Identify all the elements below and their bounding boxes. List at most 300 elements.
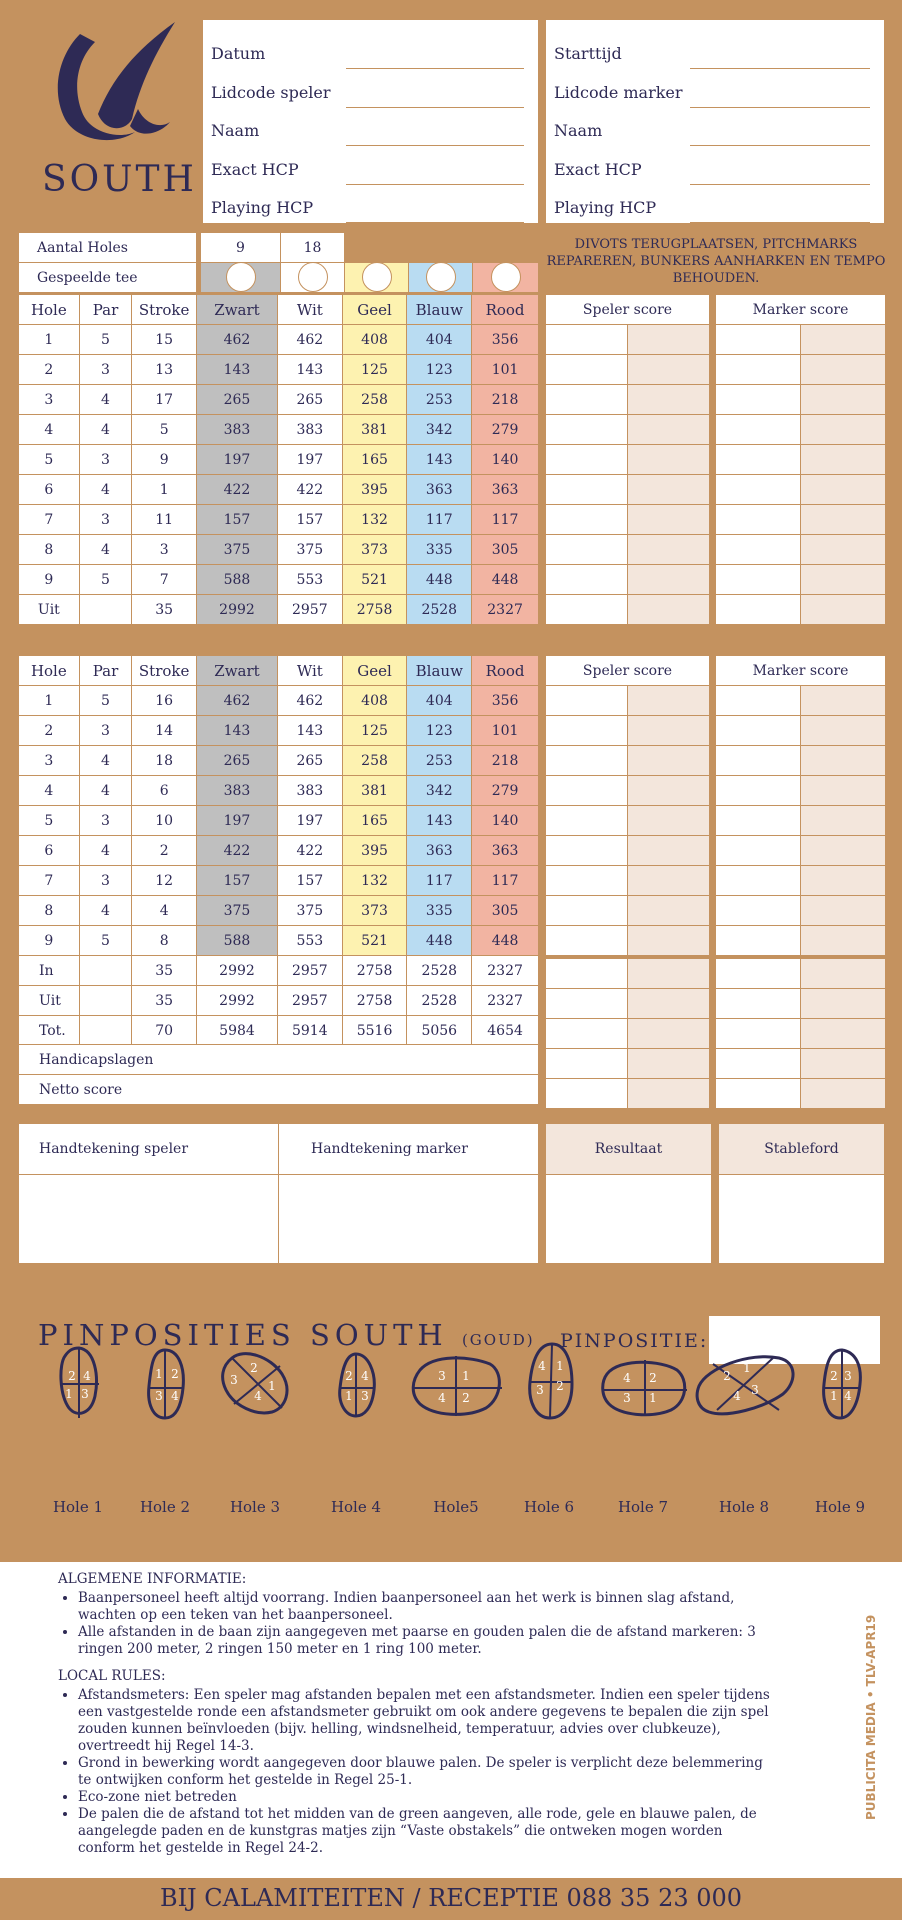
- score-input-cell[interactable]: [801, 896, 886, 926]
- table-cell: 13: [132, 355, 197, 385]
- player-field-4[interactable]: [211, 186, 524, 224]
- info-item: • Baanpersoneel heeft altijd voorrang. Indien baanpersoneel aan het werk is binnen slag afstand, wachten op een teken van het baanpersoneel.: [78, 1590, 778, 1624]
- table-cell: 6: [19, 475, 80, 505]
- marker-field-line[interactable]: [690, 145, 870, 146]
- table-cell: 2528: [407, 956, 472, 986]
- table-cell: 265: [277, 746, 342, 776]
- table-row: [19, 535, 539, 565]
- player-field-1[interactable]: [211, 71, 524, 109]
- score-input-cell[interactable]: [546, 475, 628, 505]
- table-cell: 7: [132, 565, 197, 595]
- score-input-cell[interactable]: [546, 926, 628, 958]
- score-input-cell[interactable]: [716, 1079, 801, 1109]
- table-cell: 218: [472, 385, 539, 415]
- score-input-cell[interactable]: [801, 776, 886, 806]
- marker-field-label: Playing HCP: [554, 198, 657, 217]
- score-input-cell[interactable]: [628, 535, 710, 565]
- score-input-cell[interactable]: [801, 475, 886, 505]
- score-input-cell[interactable]: [628, 505, 710, 535]
- tee-zwart[interactable]: [201, 263, 281, 293]
- table-cell: 448: [407, 926, 472, 956]
- score-row: [546, 475, 886, 505]
- score-input-cell[interactable]: [716, 475, 801, 505]
- score-input-cell[interactable]: [716, 415, 801, 445]
- score-input-cell[interactable]: [546, 806, 628, 836]
- score-input-cell[interactable]: [716, 989, 801, 1019]
- player-field-line[interactable]: [346, 145, 524, 146]
- table-cell: 342: [407, 776, 472, 806]
- table-cell: 2: [19, 716, 80, 746]
- score-input-cell[interactable]: [628, 355, 710, 385]
- pin-number: 1: [649, 1391, 657, 1405]
- back_nine-header-par: Par: [79, 656, 132, 686]
- score-input-cell[interactable]: [801, 415, 886, 445]
- score-input-cell[interactable]: [628, 926, 710, 958]
- table-cell: 9: [132, 445, 197, 475]
- table-cell: 375: [277, 535, 342, 565]
- table-cell: 265: [277, 385, 342, 415]
- result-field[interactable]: [546, 1175, 712, 1264]
- score-input-cell[interactable]: [546, 957, 628, 989]
- score-input-cell[interactable]: [716, 926, 801, 958]
- score-input-cell[interactable]: [801, 1049, 886, 1079]
- holes-option-18[interactable]: 18: [281, 233, 345, 263]
- score-input-cell[interactable]: [628, 836, 710, 866]
- table-cell: 35: [132, 986, 197, 1016]
- table-cell: 5: [79, 325, 132, 355]
- score-input-cell[interactable]: [716, 1019, 801, 1049]
- marker-field-2[interactable]: [554, 109, 870, 147]
- score-input-cell[interactable]: [801, 926, 886, 958]
- score-input-cell[interactable]: [546, 989, 628, 1019]
- back_nine-header-zwart: Zwart: [197, 656, 278, 686]
- table-cell: 4: [79, 535, 132, 565]
- table-cell: 4: [79, 776, 132, 806]
- back_nine-header-geel: Geel: [342, 656, 407, 686]
- score-input-cell[interactable]: [546, 505, 628, 535]
- marker-field-label: Starttijd: [554, 44, 622, 63]
- score-input-cell[interactable]: [546, 595, 628, 625]
- pin-number: 1: [155, 1367, 163, 1381]
- table-cell: 422: [277, 836, 342, 866]
- score-input-cell[interactable]: [716, 806, 801, 836]
- score-input-cell[interactable]: [716, 1049, 801, 1079]
- stableford-label: Stableford: [719, 1124, 885, 1175]
- pin-number: 2: [556, 1379, 564, 1393]
- score-input-cell[interactable]: [546, 776, 628, 806]
- table-cell: 373: [342, 535, 407, 565]
- table-cell: 197: [197, 806, 278, 836]
- table-cell: 356: [472, 686, 539, 716]
- score-input-cell[interactable]: [628, 415, 710, 445]
- table-cell: 197: [277, 806, 342, 836]
- score-input-cell[interactable]: [801, 746, 886, 776]
- score-input-cell[interactable]: [716, 957, 801, 989]
- green-label: Hole 3: [229, 1498, 281, 1516]
- score-input-cell[interactable]: [628, 445, 710, 475]
- table-cell: 6: [132, 776, 197, 806]
- score-input-cell[interactable]: [546, 415, 628, 445]
- table-cell: 7: [19, 866, 80, 896]
- marker-field-3[interactable]: [554, 148, 870, 186]
- pin-number: 1: [830, 1389, 838, 1403]
- table-cell: 2528: [407, 595, 472, 625]
- score-input-cell[interactable]: [716, 505, 801, 535]
- table-cell: 279: [472, 776, 539, 806]
- score-input-cell[interactable]: [801, 565, 886, 595]
- table-row: [19, 746, 539, 776]
- table-cell: 521: [342, 926, 407, 956]
- score-input-cell[interactable]: [628, 1019, 710, 1049]
- info-text: [58, 1571, 778, 1867]
- score-input-cell[interactable]: [546, 836, 628, 866]
- table-cell: 123: [407, 716, 472, 746]
- score-input-cell[interactable]: [628, 776, 710, 806]
- table-cell: 15: [132, 325, 197, 355]
- score-input-cell[interactable]: [716, 866, 801, 896]
- green-diagram-4: [334, 1348, 378, 1418]
- table-cell: 2992: [197, 956, 278, 986]
- table-cell: 2758: [342, 956, 407, 986]
- score-input-cell[interactable]: [628, 565, 710, 595]
- pin-number: 3: [844, 1369, 852, 1383]
- course-notice: DIVOTS TERUGPLAATSEN, PITCHMARKS REPAREREN, BUNKERS AANHARKEN EN TEMPO BEHOUDEN.: [546, 237, 886, 286]
- pin-number: 4: [844, 1389, 852, 1403]
- score-input-cell[interactable]: [628, 1079, 710, 1109]
- player-field-2[interactable]: [211, 109, 524, 147]
- stableford-field[interactable]: [719, 1175, 885, 1264]
- score-input-cell[interactable]: [801, 355, 886, 385]
- signature-marker-label: Handtekening marker: [279, 1124, 539, 1175]
- table-cell: 3: [79, 445, 132, 475]
- table-row: [19, 806, 539, 836]
- score-input-cell[interactable]: [628, 896, 710, 926]
- table-cell: 4654: [472, 1016, 539, 1046]
- table-cell: 117: [472, 866, 539, 896]
- score-input-cell[interactable]: [801, 957, 886, 989]
- pin-number: 2: [250, 1361, 258, 1375]
- green-diagram-8: [691, 1348, 797, 1418]
- front-marker-score-header: Marker score: [716, 295, 886, 325]
- table-cell: 253: [407, 746, 472, 776]
- table-cell: 422: [197, 475, 278, 505]
- table-cell: 383: [197, 415, 278, 445]
- score-input-cell[interactable]: [546, 866, 628, 896]
- pin-number: 2: [723, 1369, 731, 1383]
- table-cell: 2327: [472, 595, 539, 625]
- player-field-label: Lidcode speler: [211, 82, 331, 102]
- score-input-cell[interactable]: [801, 806, 886, 836]
- green-label: Hole 4: [330, 1498, 382, 1516]
- footer-bar: [0, 1878, 902, 1920]
- marker-field-1[interactable]: [554, 71, 870, 109]
- pin-number: 1: [65, 1387, 73, 1401]
- score-input-cell[interactable]: [628, 806, 710, 836]
- pin-number: 2: [462, 1391, 470, 1405]
- table-cell: 7: [19, 505, 80, 535]
- brand-name: SOUTH: [42, 159, 197, 200]
- score-input-cell[interactable]: [628, 475, 710, 505]
- table-cell: 3: [132, 535, 197, 565]
- score-input-cell[interactable]: [628, 957, 710, 989]
- table-cell: 395: [342, 836, 407, 866]
- score-input-cell[interactable]: [716, 385, 801, 415]
- score-input-cell[interactable]: [546, 565, 628, 595]
- score-row: [546, 926, 886, 958]
- table-cell: 258: [342, 746, 407, 776]
- score-input-cell[interactable]: [716, 776, 801, 806]
- score-input-cell[interactable]: [801, 385, 886, 415]
- green-outline-icon: [143, 1346, 191, 1422]
- table-cell: 363: [472, 836, 539, 866]
- score-input-cell[interactable]: [628, 866, 710, 896]
- score-input-cell[interactable]: [546, 355, 628, 385]
- info-item: • Alle afstanden in de baan zijn aangegeven met paarse en gouden palen die de afstand markeren: 3 ringen 200 meter, 2 ringen 150 meter en 1 ring 100 meter.: [78, 1624, 778, 1658]
- table-cell: 117: [472, 505, 539, 535]
- table-cell: 70: [132, 1016, 197, 1046]
- table-row: [19, 505, 539, 535]
- table-row: [19, 325, 539, 355]
- table-cell: In: [19, 956, 80, 986]
- table-cell: 448: [472, 565, 539, 595]
- table-cell: [79, 986, 132, 1016]
- table-cell: 165: [342, 445, 407, 475]
- score-input-cell[interactable]: [716, 325, 801, 355]
- tee-wit-radio[interactable]: [298, 262, 328, 292]
- netto-label: Netto score: [19, 1075, 539, 1105]
- table-cell: 5: [132, 415, 197, 445]
- table-cell: 2758: [342, 986, 407, 1016]
- front_nine-header-geel: Geel: [342, 295, 407, 325]
- score-input-cell[interactable]: [546, 385, 628, 415]
- score-input-cell[interactable]: [801, 1079, 886, 1109]
- player-info-box: [203, 20, 538, 223]
- green-diagram-9: [818, 1346, 862, 1418]
- score-input-cell[interactable]: [628, 989, 710, 1019]
- tee-geel-radio[interactable]: [362, 262, 392, 292]
- score-input-cell[interactable]: [801, 989, 886, 1019]
- marker-field-line[interactable]: [690, 184, 870, 185]
- marker-field-0[interactable]: [554, 32, 870, 70]
- player-field-label: Exact HCP: [211, 159, 299, 179]
- score-input-cell[interactable]: [628, 385, 710, 415]
- score-row: [546, 776, 886, 806]
- score-input-cell[interactable]: [628, 325, 710, 355]
- tee-rood-radio[interactable]: [491, 262, 521, 292]
- holes-option-9[interactable]: 9: [201, 233, 281, 263]
- score-input-cell[interactable]: [546, 716, 628, 746]
- table-cell: 588: [197, 926, 278, 956]
- front-player-score-header: Speler score: [546, 295, 710, 325]
- green-diagram-1: [55, 1344, 101, 1418]
- score-row: [546, 355, 886, 385]
- table-row: [19, 1016, 539, 1046]
- score-input-cell[interactable]: [801, 1019, 886, 1049]
- table-cell: 448: [407, 565, 472, 595]
- info-item: • Eco-zone niet betreden: [78, 1789, 778, 1806]
- score-input-cell[interactable]: [628, 716, 710, 746]
- table-cell: 3: [79, 505, 132, 535]
- table-cell: 1: [132, 475, 197, 505]
- score-input-cell[interactable]: [801, 535, 886, 565]
- table-cell: 2957: [277, 956, 342, 986]
- score-input-cell[interactable]: [716, 836, 801, 866]
- table-cell: 123: [407, 355, 472, 385]
- score-input-cell[interactable]: [628, 1049, 710, 1079]
- tee-wit[interactable]: [281, 263, 345, 293]
- table-cell: 6: [19, 836, 80, 866]
- table-cell: 5: [79, 565, 132, 595]
- tee-geel[interactable]: [345, 263, 409, 293]
- table-cell: 2957: [277, 986, 342, 1016]
- player-field-line[interactable]: [346, 222, 524, 223]
- pin-number: 4: [538, 1359, 546, 1373]
- marker-field-line[interactable]: [690, 107, 870, 108]
- score-row: [546, 445, 886, 475]
- player-field-line[interactable]: [346, 68, 524, 69]
- score-input-cell[interactable]: [546, 1049, 628, 1079]
- front_nine-header-wit: Wit: [277, 295, 342, 325]
- table-row: [19, 896, 539, 926]
- score-input-cell[interactable]: [716, 595, 801, 625]
- score-input-cell[interactable]: [546, 686, 628, 716]
- pin-number: 3: [361, 1389, 369, 1403]
- score-input-cell[interactable]: [546, 896, 628, 926]
- table-cell: 383: [197, 776, 278, 806]
- score-input-cell[interactable]: [801, 445, 886, 475]
- table-row: [19, 686, 539, 716]
- pin-number: 3: [438, 1369, 446, 1383]
- table-cell: 117: [407, 866, 472, 896]
- score-input-cell[interactable]: [716, 355, 801, 385]
- player-field-3[interactable]: [211, 148, 524, 186]
- score-input-cell[interactable]: [546, 325, 628, 355]
- score-input-cell[interactable]: [801, 866, 886, 896]
- score-input-cell[interactable]: [546, 746, 628, 776]
- marker-field-line[interactable]: [690, 222, 870, 223]
- front_nine-header-stroke: Stroke: [132, 295, 197, 325]
- table-cell: 305: [472, 535, 539, 565]
- green-outline-icon: [408, 1348, 508, 1422]
- score-input-cell[interactable]: [546, 1079, 628, 1109]
- marker-field-4[interactable]: [554, 186, 870, 224]
- info-item: • Afstandsmeters: Een speler mag afstanden bepalen met een afstandsmeter. Indien een speler tijdens een vastgestelde ronde een afstandsmeter gebruikt om ook andere gegevens te bepalen die zijn spel zouden kunnen beïnvloeden (bijv. helling, windsnelheid, temperatuur, advies over clubkeuze), overtreedt hij Regel 14-3.: [78, 1687, 778, 1755]
- score-input-cell[interactable]: [628, 595, 710, 625]
- table-cell: 4: [79, 385, 132, 415]
- front_nine-header-par: Par: [79, 295, 132, 325]
- back_nine-header-rood: Rood: [472, 656, 539, 686]
- table-cell: 375: [277, 896, 342, 926]
- table-row: [19, 415, 539, 445]
- table-cell: 2327: [472, 986, 539, 1016]
- tee-blauw-radio[interactable]: [426, 262, 456, 292]
- table-cell: 404: [407, 325, 472, 355]
- score-input-cell[interactable]: [716, 896, 801, 926]
- score-input-cell[interactable]: [801, 686, 886, 716]
- green-label: Hole 1: [52, 1498, 104, 1516]
- pin-number: 4: [623, 1371, 631, 1385]
- score-input-cell[interactable]: [716, 535, 801, 565]
- table-cell: 258: [342, 385, 407, 415]
- table-cell: 553: [277, 926, 342, 956]
- score-row: [546, 385, 886, 415]
- green-diagram-6: [524, 1340, 574, 1418]
- score-input-cell[interactable]: [801, 836, 886, 866]
- table-cell: 279: [472, 415, 539, 445]
- table-cell: 1: [19, 325, 80, 355]
- player-field-line[interactable]: [346, 184, 524, 185]
- score-row: [546, 686, 886, 716]
- score-row: [546, 1019, 886, 1049]
- table-row: [19, 475, 539, 505]
- tee-rood[interactable]: [473, 263, 539, 293]
- table-cell: 395: [342, 475, 407, 505]
- general-info-title: ALGEMENE INFORMATIE:: [58, 1571, 247, 1587]
- table-cell: 18: [132, 746, 197, 776]
- table-cell: [79, 1016, 132, 1046]
- score-input-cell[interactable]: [716, 746, 801, 776]
- signature-player-field[interactable]: [19, 1175, 279, 1264]
- table-cell: 132: [342, 505, 407, 535]
- table-row: [19, 866, 539, 896]
- table-cell: 4: [79, 746, 132, 776]
- score-input-cell[interactable]: [546, 535, 628, 565]
- green-label: Hole5: [433, 1498, 479, 1516]
- tee-blauw[interactable]: [409, 263, 473, 293]
- table-cell: 2957: [277, 595, 342, 625]
- signature-player-label: Handtekening speler: [19, 1124, 279, 1175]
- table-cell: 2: [19, 355, 80, 385]
- table-cell: 4: [19, 415, 80, 445]
- score-input-cell[interactable]: [716, 565, 801, 595]
- marker-field-line[interactable]: [690, 68, 870, 69]
- table-cell: 4: [79, 896, 132, 926]
- table-cell: 143: [197, 355, 278, 385]
- table-row: [19, 956, 539, 986]
- table-cell: 448: [472, 926, 539, 956]
- table-cell: 125: [342, 355, 407, 385]
- table-cell: 462: [277, 325, 342, 355]
- marker-field-label: Exact HCP: [554, 159, 642, 179]
- table-cell: 363: [407, 836, 472, 866]
- score-input-cell[interactable]: [801, 325, 886, 355]
- green-outline-icon: [334, 1348, 382, 1422]
- table-cell: 11: [132, 505, 197, 535]
- tee-zwart-radio[interactable]: [226, 262, 256, 292]
- player-field-0[interactable]: [211, 32, 524, 70]
- score-input-cell[interactable]: [716, 686, 801, 716]
- player-field-label: Playing HCP: [211, 198, 314, 217]
- green-outline-icon: [818, 1346, 866, 1422]
- score-input-cell[interactable]: [546, 445, 628, 475]
- signature-marker-field[interactable]: [279, 1175, 539, 1264]
- score-input-cell[interactable]: [801, 716, 886, 746]
- front_nine-header-zwart: Zwart: [197, 295, 278, 325]
- score-input-cell[interactable]: [801, 595, 886, 625]
- score-input-cell[interactable]: [628, 686, 710, 716]
- score-input-cell[interactable]: [801, 505, 886, 535]
- table-cell: 381: [342, 776, 407, 806]
- score-input-cell[interactable]: [546, 1019, 628, 1049]
- player-field-line[interactable]: [346, 107, 524, 108]
- score-input-cell[interactable]: [716, 445, 801, 475]
- table-cell: 373: [342, 896, 407, 926]
- table-cell: 462: [277, 686, 342, 716]
- table-cell: 4: [79, 836, 132, 866]
- score-input-cell[interactable]: [716, 716, 801, 746]
- score-input-cell[interactable]: [628, 746, 710, 776]
- back-player-score-header: Speler score: [546, 656, 710, 686]
